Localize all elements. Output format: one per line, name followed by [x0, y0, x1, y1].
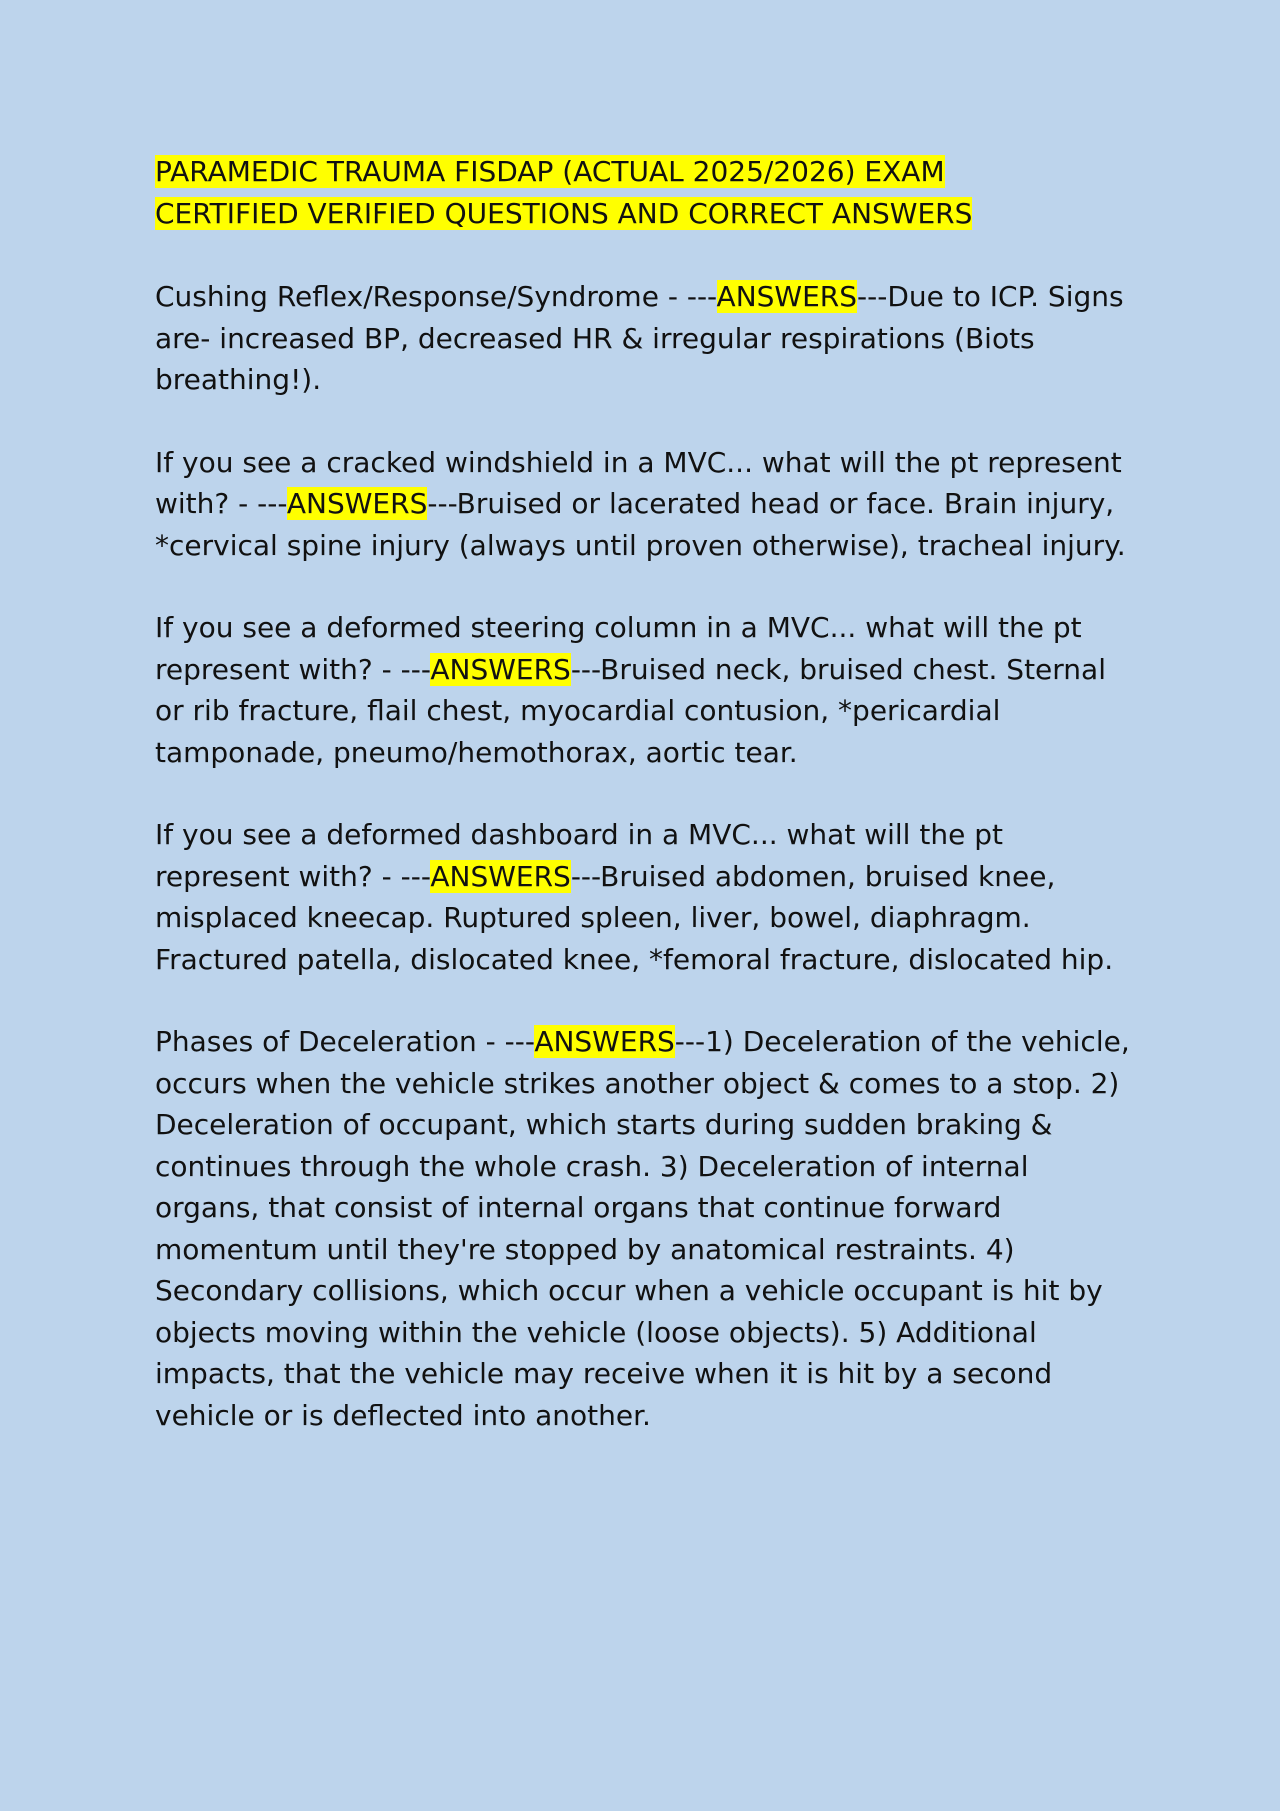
separator-after: --- — [427, 487, 457, 520]
title-line-1-text: PARAMEDIC TRAUMA FISDAP (ACTUAL 2025/2026) EXAM — [155, 155, 945, 188]
answers-tag: ANSWERS — [286, 487, 428, 520]
title-line-2-text: CERTIFIED VERIFIED QUESTIONS AND CORRECT ANSWERS — [155, 197, 973, 230]
question-text: If you see a deformed steering column in a MVC... what will the pt represent with? — [155, 611, 1082, 686]
separator-after: --- — [674, 1025, 706, 1058]
answer-text: Due to ICP. Signs are- increased BP, decreased HR & irregular respirations (Biots breathing!). — [155, 280, 1124, 396]
separator-before: - --- — [229, 487, 287, 520]
qa-item-cracked-windshield — [155, 442, 1135, 567]
question-text: If you see a deformed dashboard in a MVC... what will the pt represent with? — [155, 818, 1003, 893]
answers-tag: ANSWERS — [430, 652, 571, 686]
separator-after: --- — [570, 859, 601, 893]
separator-before: - --- — [658, 280, 717, 313]
document-title — [155, 151, 1135, 235]
qa-item-deformed-dashboard — [155, 814, 1135, 980]
answer-text: 1) Deceleration of the vehicle, occurs when the vehicle strikes another object & comes to a stop. 2) Deceleration of occupant, which starts during sudden braking & continues through the whole crash. 3) Deceleration of internal organs, that consist of internal organs that continue forward momentum until they're stopped by anatomical restraints. 4) Secondary collisions, which occur when a vehicle occupant is hit by objects moving within the vehicle (loose objects). 5) Additional impacts, that the vehicle may receive when it is hit by a second vehicle or is deflected into another. — [155, 1025, 1130, 1432]
answer-text: Bruised abdomen, bruised knee, misplaced kneecap. Ruptured spleen, liver, bowel, diaphragm. Fractured patella, dislocated knee, *femoral fracture, dislocated hip. — [155, 859, 1114, 976]
title-line-1 — [155, 151, 1135, 193]
qa-item-cushing-reflex — [155, 276, 1135, 401]
answers-tag: ANSWERS — [534, 1025, 675, 1058]
separator-before: - --- — [372, 859, 431, 893]
question-text: Phases of Deceleration — [155, 1025, 477, 1058]
qa-item-deformed-steering-column — [155, 607, 1135, 773]
separator-before: - --- — [372, 652, 431, 686]
answers-tag: ANSWERS — [716, 280, 858, 313]
separator-before: - --- — [476, 1025, 535, 1058]
answer-text: Bruised or lacerated head or face. Brain injury, *cervical spine injury (always until proven otherwise), tracheal injury. — [155, 487, 1126, 562]
answer-text: Bruised neck, bruised chest. Sternal or rib fracture, flail chest, myocardial contusion, *pericardial tamponade, pneumo/hemothorax, aortic tear. — [155, 652, 1106, 769]
separator-after: --- — [857, 280, 888, 313]
qa-item-phases-of-deceleration — [155, 1021, 1135, 1436]
separator-after: --- — [570, 652, 601, 686]
question-text: If you see a cracked windshield in a MVC... what will the pt represent with? — [155, 445, 1122, 520]
title-line-2 — [155, 193, 1135, 235]
answers-tag: ANSWERS — [430, 859, 571, 893]
document-page — [155, 151, 1135, 1436]
question-text: Cushing Reflex/Response/Syndrome — [155, 280, 659, 313]
